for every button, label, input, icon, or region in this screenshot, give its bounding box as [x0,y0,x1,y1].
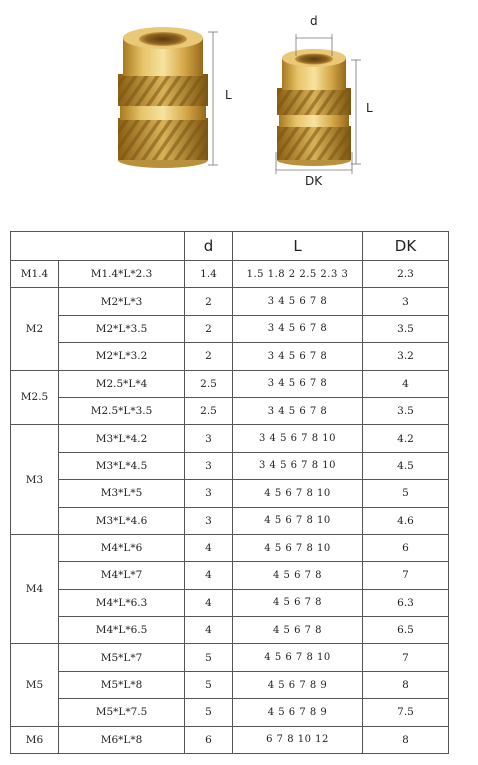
dk-cell: 4.6 [363,507,449,534]
l-cell: 3 4 5 6 7 8 [233,370,363,397]
l-cell: 3 4 5 6 7 8 [233,315,363,342]
dk-cell: 2.3 [363,261,449,288]
table-row [11,397,449,424]
dim-label-l-left: L [225,88,232,102]
spec-cell: M2.5*L*4 [59,370,185,397]
l-cell: 3 4 5 6 7 8 10 [233,452,363,479]
header-blank [11,232,185,261]
d-cell: 2.5 [185,397,233,424]
d-cell: 3 [185,480,233,507]
dk-cell: 3.2 [363,343,449,370]
spec-cell: M2.5*L*3.5 [59,397,185,424]
d-cell: 4 [185,589,233,616]
d-cell: 4 [185,534,233,561]
table-row [11,480,449,507]
table-row [11,507,449,534]
header-dk: DK [363,232,449,261]
spec-cell: M5*L*8 [59,671,185,698]
spec-cell: M3*L*4.5 [59,452,185,479]
l-cell: 4 5 6 7 8 10 [233,644,363,671]
l-cell: 4 5 6 7 8 [233,562,363,589]
table-row [11,644,449,671]
l-cell: 3 4 5 6 7 8 10 [233,425,363,452]
dk-cell: 3.5 [363,397,449,424]
d-cell: 3 [185,452,233,479]
dk-cell: 6 [363,534,449,561]
l-cell: 4 5 6 7 8 9 [233,699,363,726]
table-row [11,315,449,342]
d-cell: 5 [185,644,233,671]
group-cell-m3: M3 [11,425,59,535]
spec-cell: M3*L*4.2 [59,425,185,452]
d-cell: 5 [185,699,233,726]
d-cell: 2 [185,343,233,370]
dim-label-dk: DK [305,174,323,188]
spec-cell: M2*L*3 [59,288,185,315]
spec-cell: M2*L*3.5 [59,315,185,342]
dk-cell: 7 [363,562,449,589]
d-cell: 3 [185,507,233,534]
spec-cell: M4*L*7 [59,562,185,589]
brass-insert-drawing [0,0,478,228]
table-header-row [11,232,449,261]
l-cell: 4 5 6 7 8 10 [233,534,363,561]
l-cell: 3 4 5 6 7 8 [233,343,363,370]
l-cell: 4 5 6 7 8 [233,617,363,644]
header-l: L [233,232,363,261]
table-row [11,370,449,397]
left-insert [118,27,208,168]
l-cell: 4 5 6 7 8 10 [233,507,363,534]
dk-cell: 4.2 [363,425,449,452]
table-row [11,671,449,698]
table-row [11,617,449,644]
d-cell: 1.4 [185,261,233,288]
product-illustration [0,0,478,228]
spec-table [10,231,449,754]
spec-cell: M5*L*7 [59,644,185,671]
group-cell-m6: M6 [11,726,59,753]
table-row [11,288,449,315]
table-row [11,699,449,726]
d-cell: 5 [185,671,233,698]
dk-cell: 4.5 [363,452,449,479]
table-row [11,261,449,288]
table-row [11,589,449,616]
l-cell: 4 5 6 7 8 9 [233,671,363,698]
l-cell: 6 7 8 10 12 [233,726,363,753]
dim-label-l-right: L [366,101,373,115]
right-insert [277,49,351,166]
d-cell: 4 [185,617,233,644]
spec-cell: M4*L*6.5 [59,617,185,644]
group-cell-m2-5: M2.5 [11,370,59,425]
l-cell: 1.5 1.8 2 2.5 2.3 3 [233,261,363,288]
dk-cell: 7.5 [363,699,449,726]
group-cell-m2: M2 [11,288,59,370]
spec-cell: M6*L*8 [59,726,185,753]
table-row [11,534,449,561]
dk-cell: 6.3 [363,589,449,616]
l-cell: 4 5 6 7 8 10 [233,480,363,507]
dk-cell: 8 [363,671,449,698]
header-d: d [185,232,233,261]
dk-cell: 8 [363,726,449,753]
table-row [11,425,449,452]
d-cell: 2 [185,288,233,315]
table-row [11,726,449,753]
spec-cell: M3*L*5 [59,480,185,507]
table-row [11,343,449,370]
table-row [11,562,449,589]
d-cell: 6 [185,726,233,753]
d-cell: 3 [185,425,233,452]
d-cell: 4 [185,562,233,589]
l-cell: 3 4 5 6 7 8 [233,288,363,315]
group-cell-m1-4: M1.4 [11,261,59,288]
dk-cell: 5 [363,480,449,507]
dk-cell: 6.5 [363,617,449,644]
dk-cell: 3 [363,288,449,315]
group-cell-m5: M5 [11,644,59,726]
spec-cell: M5*L*7.5 [59,699,185,726]
dk-cell: 4 [363,370,449,397]
dk-cell: 7 [363,644,449,671]
spec-cell: M1.4*L*2.3 [59,261,185,288]
table-row [11,452,449,479]
spec-cell: M3*L*4.6 [59,507,185,534]
group-cell-m4: M4 [11,534,59,644]
d-cell: 2.5 [185,370,233,397]
spec-cell: M4*L*6 [59,534,185,561]
spec-cell: M4*L*6.3 [59,589,185,616]
l-cell: 4 5 6 7 8 [233,589,363,616]
d-cell: 2 [185,315,233,342]
spec-cell: M2*L*3.2 [59,343,185,370]
dim-label-d: d [310,14,318,28]
dk-cell: 3.5 [363,315,449,342]
l-cell: 3 4 5 6 7 8 [233,397,363,424]
